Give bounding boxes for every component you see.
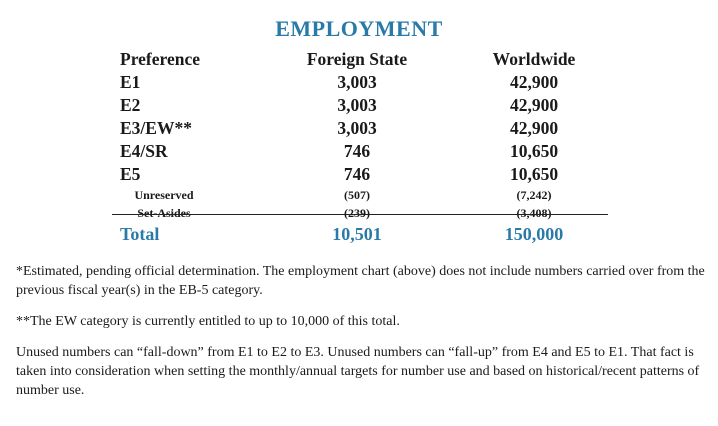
preference-cell: E5 — [120, 164, 141, 184]
foreign-state-cell: 3,003 — [337, 72, 377, 92]
table-row — [112, 140, 608, 163]
foreign-state-cell: 3,003 — [337, 95, 377, 115]
table-header-row — [112, 48, 608, 71]
foreign-state-cell: 3,003 — [337, 118, 377, 138]
total-row — [112, 223, 608, 246]
footnotes — [16, 262, 706, 412]
total-worldwide: 150,000 — [504, 224, 564, 244]
sub-preference-cell: Set-Asides — [137, 206, 191, 220]
footnote-fall-down: Unused numbers can “fall-down” from E1 to E2 to E3. Unused numbers can “fall-up” from E4 and E5 to E1. That fact is taken into consideration when setting the monthly/annual targets for number use and based on historical/recent patterns of number use. — [16, 345, 700, 398]
worldwide-cell: 42,900 — [509, 95, 559, 115]
footnote-estimated: *Estimated, pending official determination. The employment chart (above) does not include numbers carried over from the previous fiscal year(s) in the EB-5 category. — [16, 264, 705, 298]
table-row — [112, 71, 608, 94]
preference-cell: E3/EW** — [120, 118, 192, 138]
worldwide-cell: 10,650 — [509, 141, 559, 161]
sub-worldwide-cell: (3,408) — [516, 206, 552, 220]
header-foreign-state: Foreign State — [306, 49, 408, 69]
preference-cell: E1 — [120, 72, 141, 92]
worldwide-cell: 42,900 — [509, 118, 559, 138]
employment-table — [112, 48, 608, 246]
total-divider — [112, 214, 608, 215]
footnote-ew-category: **The EW category is currently entitled to up to 10,000 of this total. — [16, 314, 400, 329]
table-row — [112, 94, 608, 117]
foreign-state-cell: 746 — [343, 164, 371, 184]
sub-preference-cell: Unreserved — [134, 188, 194, 202]
foreign-state-cell: 746 — [343, 141, 371, 161]
header-preference: Preference — [120, 49, 200, 69]
sub-worldwide-cell: (7,242) — [516, 188, 552, 202]
total-label: Total — [120, 224, 160, 244]
worldwide-cell: 10,650 — [509, 164, 559, 184]
sub-foreign-state-cell: (507) — [344, 188, 370, 202]
preference-cell: E4/SR — [120, 141, 168, 161]
header-worldwide: Worldwide — [492, 49, 576, 69]
table-row — [112, 117, 608, 140]
worldwide-cell: 42,900 — [509, 72, 559, 92]
table-row — [112, 163, 608, 186]
table-subrow — [112, 186, 608, 204]
page-title: EMPLOYMENT — [275, 16, 443, 41]
preference-cell: E2 — [120, 95, 141, 115]
table-subrow — [112, 204, 608, 222]
sub-foreign-state-cell: (239) — [344, 206, 370, 220]
total-foreign-state: 10,501 — [332, 224, 382, 244]
